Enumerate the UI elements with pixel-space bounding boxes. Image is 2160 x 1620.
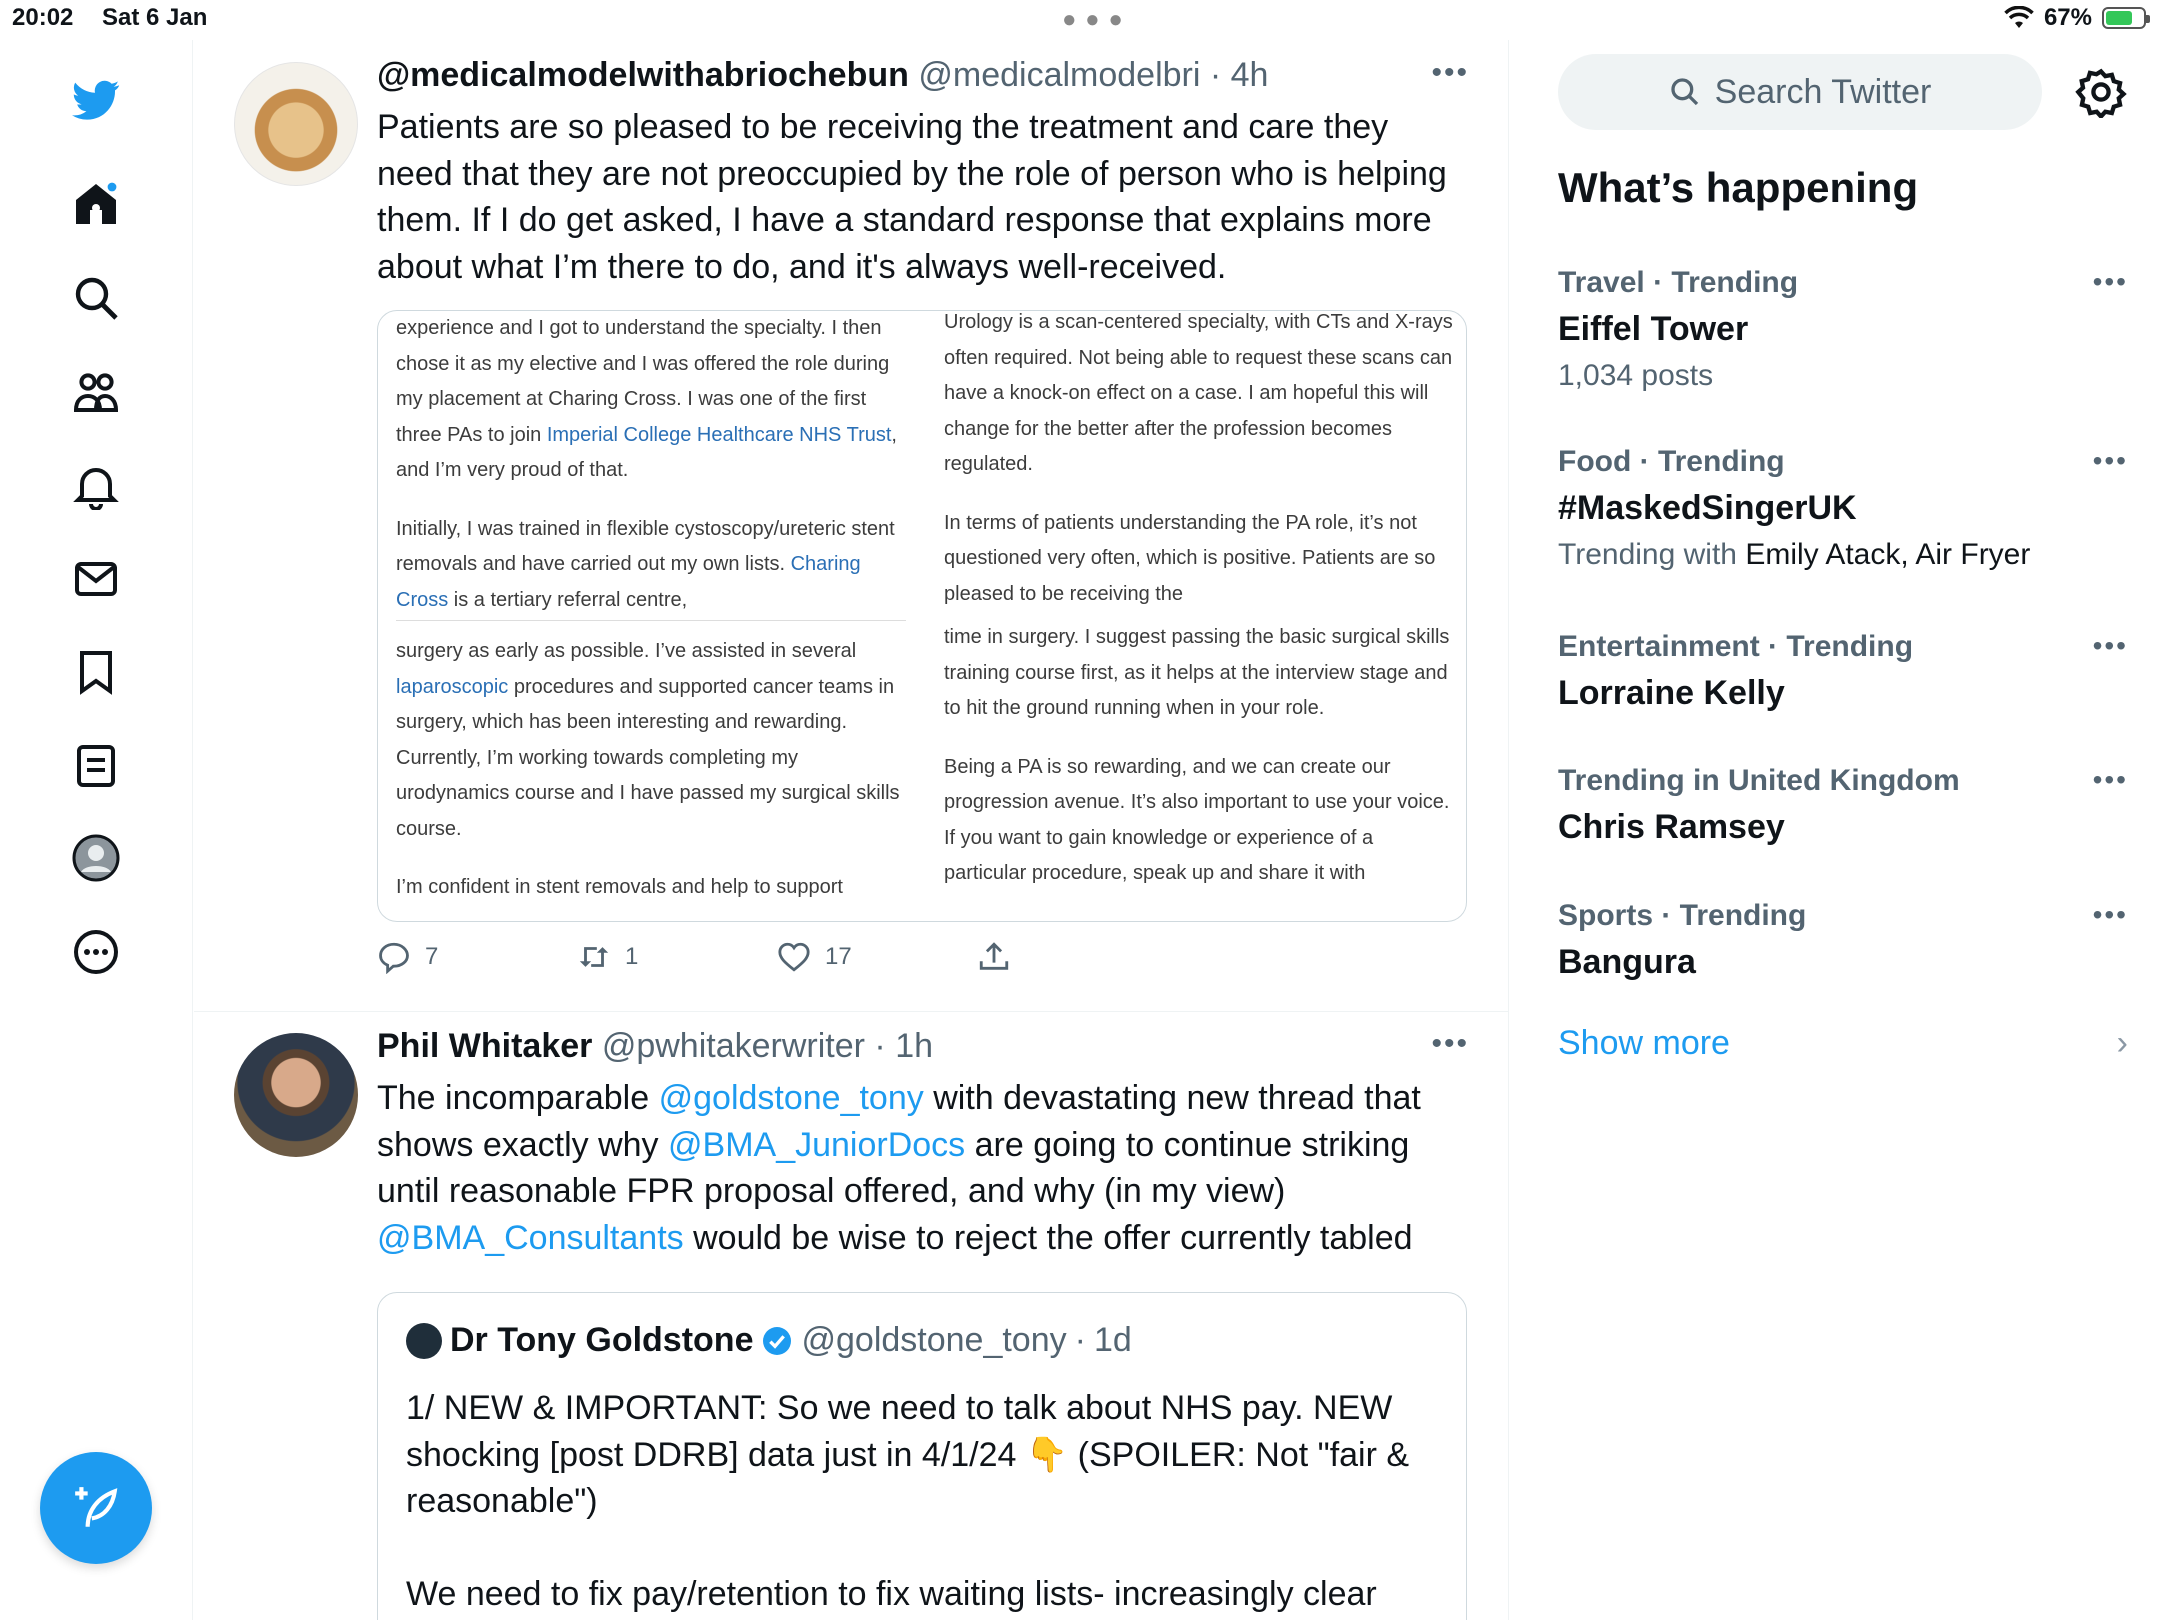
author-name[interactable]: @medicalmodelwithabriochebun bbox=[377, 56, 909, 94]
author-name[interactable]: Phil Whitaker bbox=[377, 1027, 593, 1065]
trend-more-icon[interactable]: ••• bbox=[2092, 445, 2128, 476]
quoted-tweet[interactable] bbox=[377, 1292, 1467, 1620]
whats-happening-title: What’s happening bbox=[1558, 164, 1919, 211]
search-input[interactable] bbox=[1558, 54, 2042, 130]
chevron-right-icon: › bbox=[2116, 1024, 2128, 1062]
show-more-label: Show more bbox=[1558, 1024, 1730, 1062]
article-text: time in surgery. I suggest passing the basic surgical skills training course first, as it helps at the interview stage and to hit the ground running when in your role. bbox=[944, 626, 1450, 719]
share-icon bbox=[977, 940, 1011, 974]
article-text: Being a PA is so rewarding, and we can create our progression avenue. It’s also important to use your voice. If you want to gain knowledge or experience of a particular procedure, speak up and share it with bbox=[944, 755, 1450, 884]
search-placeholder: Search Twitter bbox=[1714, 72, 1932, 111]
trend-topic: #MaskedSingerUK bbox=[1558, 489, 1857, 527]
search-icon bbox=[1669, 76, 1701, 108]
article-text: is a tertiary referral centre, bbox=[448, 588, 688, 611]
bookmarks-icon[interactable] bbox=[66, 642, 126, 702]
quoted-tweet-time: 1d bbox=[1093, 1321, 1132, 1359]
quoted-author-handle: @goldstone_tony bbox=[801, 1321, 1067, 1359]
tweet-header bbox=[377, 56, 1268, 95]
show-more-link[interactable] bbox=[1558, 1024, 2128, 1063]
quoted-text-line: We need to fix pay/retention to fix waiting lists- increasingly clear bbox=[406, 1574, 1377, 1613]
like-count: 17 bbox=[825, 943, 852, 970]
trend-item[interactable] bbox=[1558, 445, 2128, 572]
tweet-text-part: would be wise to reject the offer currently tabled bbox=[683, 1218, 1413, 1257]
retweet-button[interactable] bbox=[577, 940, 638, 974]
tweet-text-part: with devastating new thread that shows exactly why bbox=[377, 1079, 1421, 1164]
tweet-time[interactable]: 4h bbox=[1230, 56, 1269, 94]
trend-topic: Chris Ramsey bbox=[1558, 808, 1785, 846]
article-link: Imperial College Healthcare NHS Trust bbox=[546, 423, 892, 446]
trend-subtitle bbox=[1558, 538, 2128, 572]
tweet-text bbox=[377, 1075, 1467, 1261]
home-icon[interactable] bbox=[66, 174, 126, 234]
trend-topic: Bangura bbox=[1558, 943, 1696, 981]
quoted-tweet-header bbox=[406, 1321, 1132, 1360]
reply-count: 7 bbox=[425, 943, 439, 970]
notifications-icon[interactable] bbox=[66, 456, 126, 516]
trend-category: Trending in United Kingdom bbox=[1558, 764, 1960, 797]
article-text: In terms of patients understanding the PA role, it’s not questioned very often, which is positive. Patients are so pleased to be receiving the bbox=[944, 511, 1436, 605]
article-text: procedures and supported cancer teams in surgery, which has been interesting and rewarding. Currently, I’m working towards completing my urodynamics course and I have passed my surgical skills course. bbox=[396, 675, 900, 840]
timeline bbox=[194, 40, 1509, 1620]
profile-icon[interactable] bbox=[66, 828, 126, 888]
article-link: laparoscopic bbox=[396, 675, 509, 698]
status-right bbox=[2004, 4, 2146, 32]
retweet-count: 1 bbox=[625, 943, 639, 970]
tweet-more-icon[interactable]: ••• bbox=[1431, 56, 1469, 89]
article-column-left bbox=[396, 311, 906, 922]
quoted-text-line: 1/ NEW & IMPORTANT: So we need to talk about NHS pay. NEW shocking [post DDRB] data just in 4/1/24 👇 (SPOILER: Not "fair & reasonable") bbox=[406, 1389, 1410, 1520]
trend-more-icon[interactable]: ••• bbox=[2092, 266, 2128, 297]
trend-item[interactable] bbox=[1558, 899, 2128, 982]
article-link: Charing Cross bbox=[396, 553, 861, 611]
tweet-header bbox=[377, 1027, 933, 1066]
reply-icon bbox=[377, 940, 411, 974]
messages-icon[interactable] bbox=[66, 549, 126, 609]
tweet-image[interactable] bbox=[377, 310, 1467, 922]
trend-category: Travel · Trending bbox=[1558, 266, 1799, 299]
communities-icon[interactable] bbox=[66, 362, 126, 422]
trend-more-icon[interactable]: ••• bbox=[2092, 630, 2128, 661]
separator-dot: · bbox=[864, 1027, 896, 1065]
tweet-more-icon[interactable]: ••• bbox=[1431, 1027, 1469, 1060]
mention-link[interactable]: @BMA_Consultants bbox=[377, 1218, 684, 1257]
article-text: Initially, I was trained in flexible cystoscopy/ureteric stent removals and have carried out my own lists. bbox=[396, 517, 895, 575]
avatar[interactable] bbox=[234, 62, 358, 186]
tweet[interactable] bbox=[194, 40, 1509, 1012]
trend-item[interactable] bbox=[1558, 630, 2128, 713]
battery-icon bbox=[2102, 7, 2146, 29]
reply-button[interactable] bbox=[377, 940, 438, 974]
author-handle[interactable]: @medicalmodelbri bbox=[918, 56, 1201, 94]
multitasking-dots-icon[interactable]: ● ● ● bbox=[1062, 6, 1124, 33]
right-sidebar bbox=[1510, 40, 2160, 1620]
author-handle[interactable]: @pwhitakerwriter bbox=[601, 1027, 865, 1065]
article-column-right bbox=[944, 310, 1454, 915]
avatar[interactable] bbox=[234, 1033, 358, 1157]
mention-link[interactable]: @goldstone_tony bbox=[658, 1079, 924, 1117]
trend-category: Entertainment · Trending bbox=[1558, 630, 1914, 663]
trend-category: Sports · Trending bbox=[1558, 899, 1807, 932]
status-bar bbox=[0, 0, 2160, 40]
article-text: , and I’m very proud of that. bbox=[396, 423, 897, 481]
tweet-text-part: The incomparable bbox=[377, 1079, 659, 1117]
separator-dot: · bbox=[1200, 56, 1231, 94]
mention-link[interactable]: @BMA_JuniorDocs bbox=[668, 1125, 966, 1164]
lists-icon[interactable] bbox=[66, 736, 126, 796]
twitter-logo-icon[interactable] bbox=[66, 70, 126, 130]
quoted-tweet-text bbox=[406, 1385, 1446, 1617]
status-time: 20:02 bbox=[12, 4, 74, 31]
trend-more-icon[interactable]: ••• bbox=[2092, 764, 2128, 795]
battery-percent: 67% bbox=[2043, 4, 2092, 31]
gear-icon[interactable] bbox=[2075, 66, 2127, 118]
quoted-avatar bbox=[406, 1323, 442, 1359]
status-date: Sat 6 Jan bbox=[102, 4, 208, 31]
trend-with-label: Trending with bbox=[1558, 538, 1746, 571]
trend-item[interactable] bbox=[1558, 764, 2128, 847]
trend-post-count: 1,034 posts bbox=[1558, 359, 1714, 392]
left-navigation bbox=[0, 40, 193, 1620]
like-button[interactable] bbox=[777, 940, 852, 974]
tweet-text: Patients are so pleased to be receiving the treatment and care they need that they are not preoccupied by the role of person who is helping them. If I do get asked, I have a standard response that explains more about what I’m there to do, and it's always well-received. bbox=[377, 108, 1447, 286]
compose-tweet-button[interactable] bbox=[40, 1452, 152, 1564]
article-text: surgery as early as possible. I’ve assisted in several bbox=[396, 640, 857, 662]
tweet-actions bbox=[377, 940, 1077, 990]
quoted-author-name: Dr Tony Goldstone bbox=[450, 1321, 754, 1359]
retweet-icon bbox=[577, 940, 611, 974]
tweet[interactable] bbox=[194, 1013, 1509, 1620]
trend-item[interactable] bbox=[1558, 266, 2128, 393]
verified-badge-icon bbox=[761, 1325, 793, 1357]
article-text: experience and I got to understand the specialty. I then chose it as my elective and I was offered the role during my placement at Charing Cross. I was one of the first three PAs to join bbox=[396, 317, 890, 446]
heart-icon bbox=[777, 940, 811, 974]
compose-icon bbox=[71, 1483, 121, 1533]
tweet-time[interactable]: 1h bbox=[895, 1027, 934, 1065]
trend-topic: Lorraine Kelly bbox=[1558, 674, 1785, 712]
wifi-icon bbox=[2004, 6, 2034, 30]
more-icon[interactable] bbox=[66, 922, 126, 982]
tweet-text-part: are going to continue striking until reasonable FPR proposal offered, and why (in my view) bbox=[377, 1125, 1410, 1210]
article-cut-line bbox=[396, 620, 906, 630]
share-button[interactable] bbox=[977, 940, 1011, 974]
search-icon[interactable] bbox=[66, 268, 126, 328]
trend-category: Food · Trending bbox=[1558, 445, 1785, 478]
trend-with-terms: Emily Atack, Air Fryer bbox=[1745, 538, 2031, 571]
trend-topic: Eiffel Tower bbox=[1558, 310, 1749, 348]
trend-more-icon[interactable]: ••• bbox=[2092, 899, 2128, 930]
separator-dot: · bbox=[1074, 1321, 1086, 1359]
article-text: Urology is a scan-centered specialty, with CTs and X-rays often required. Not being able to request these scans can have a knock-on effect on a case. I am hopeful this will change for the better after the profession becomes regulated. bbox=[944, 311, 1453, 475]
article-text: I’m confident in stent removals and help to support bbox=[396, 876, 843, 898]
